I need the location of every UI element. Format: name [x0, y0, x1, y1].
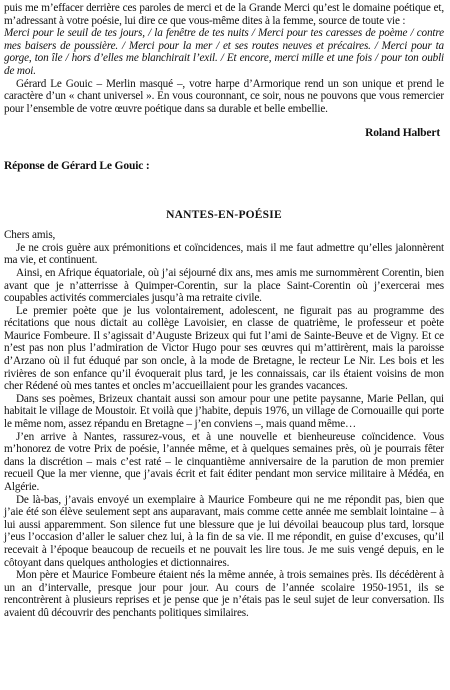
paragraph-3: Le premier poète que je lus volontairement, adolescent, ne figurait pas au programme des récitations que nous dictait au collège Lavoisier, en classe de quatrième, le professeur et poète Maurice Fombeure. Il s’agissait d’Auguste Brizeux qui fut l’ami de Sainte-Beuve et de Vigny. Et ce n’est pas non plus l’admiration de Victor Hugo pour ses œuvres qui m’attirèrent, mais la paroisse d’Arzano où il fut éduqué par son oncle, à la mode de Bretagne, le recteur Le Nir. Les bois et les rivières de son enfance qu’il évoquerait plus tard, je les connaissais, car ils étaient voisins de mon cher Rédené où mes tantes et oncles m’accueillaient pour les grandes vacances.: [4, 304, 444, 393]
greeting: Chers amis,: [4, 229, 56, 242]
paragraph-6: De là-bas, j’avais envoyé un exemplaire à Maurice Fombeure qui ne me répondit pas, bien que j’aie été son élève seulement sept ans auparavant, mais comme cette année me semblait lointaine – à lui aussi apparemment. Son silence fut une blessure que je lui dévoilai beaucoup plus tard, lorsque j’eus l’occasion d’aller le saluer chez lui, à la fin de sa vie. Il me répondit, en guise d’excuses, qu’il recevait à l’époque beaucoup de recueils et ne pouvait les lire tous. Je me suis vengé depuis, en le côtoyant dans quelques anthologies et dictionnaires.: [4, 493, 444, 569]
paragraph-4: Dans ses poèmes, Brizeux chantait aussi son amour pour une petite paysanne, Marie Pellan, qui habitait le village de Moustoir. Et voilà que j’habite, depuis 1976, un village de Cornouaille qui porte le même nom, assez répandu en Bretagne – j’en conviens –, mais quand même…: [4, 392, 444, 431]
intro-paragraph: puis me m’effacer derrière ces paroles de merci et de la Grande Merci qu’est le domaine poétique et, m’adressant à votre poésie, lui dire ce que vous-même dites à la femme, source de toute vie :: [4, 2, 444, 27]
quoted-poem: Merci pour le seuil de tes jours, / la fenêtre de tes nuits / Merci pour tes caresses de poème / contre mes baisers de poussière. / Merci pour la mer / et ses routes neuves et précaires. / Merci pour ta gorge, ton île / hors d’elles me blanchirait l’exil. / Et encore, merci mille et une fois / pour ton oubli de moi.: [4, 27, 444, 77]
paragraph-7: Mon père et Maurice Fombeure étaient nés la même année, à trois semaines près. Ils décédèrent à un an d’intervalle, presque jour pour jour. Au cours de l’année scolaire 1950-1951, ils se rencontrèrent à plusieurs reprises et je pense que je n’étais pas le seul sujet de leur conversation. Ils avaient dû découvrir des penchants politiques similaires.: [4, 569, 444, 619]
signature: Roland Halbert: [365, 127, 440, 140]
section-title: NANTES-EN-POÉSIE: [166, 208, 282, 221]
paragraph-2: Ainsi, en Afrique équatoriale, où j’ai séjourné dix ans, mes amis me surnommèrent Corentin, bien avant que je n’atterrisse à Quimper-Corentin, sur la place Saint-Corentin où j’exercerai mes coupables activités commerciales jusqu’à ma retraite civile.: [4, 266, 444, 305]
paragraph-1: Je ne crois guère aux prémonitions et coïncidences, mais il me faut admettre qu’elles jalonnèrent ma vie, et continuent.: [4, 241, 444, 267]
merlin-paragraph: Gérard Le Gouic – Merlin masqué –, votre harpe d’Armorique rend un son unique et prend le caractère d’un « chant universel ». En vous couronnant, ce soir, nous ne pouvons que vous remercier pour l’ensemble de votre œuvre poétique dans sa durable et belle embellie.: [4, 77, 444, 115]
document-page: [4, 2, 444, 620]
reply-heading: Réponse de Gérard Le Gouic :: [4, 159, 150, 172]
paragraph-5: J’en arrive à Nantes, rassurez-vous, et à une nouvelle et bienheureuse coïncidence. Vous m’honorez de votre Prix de poésie, l’année même, et à quelques semaines près, où je pourrais fêter dans la discrétion – mais c’est raté – le cinquantième anniversaire de la parution de mon premier recueil Que la mer vienne, que j’avais écrit et fait éditer pendant mon service militaire à Médéa, en Algérie.: [4, 430, 444, 493]
